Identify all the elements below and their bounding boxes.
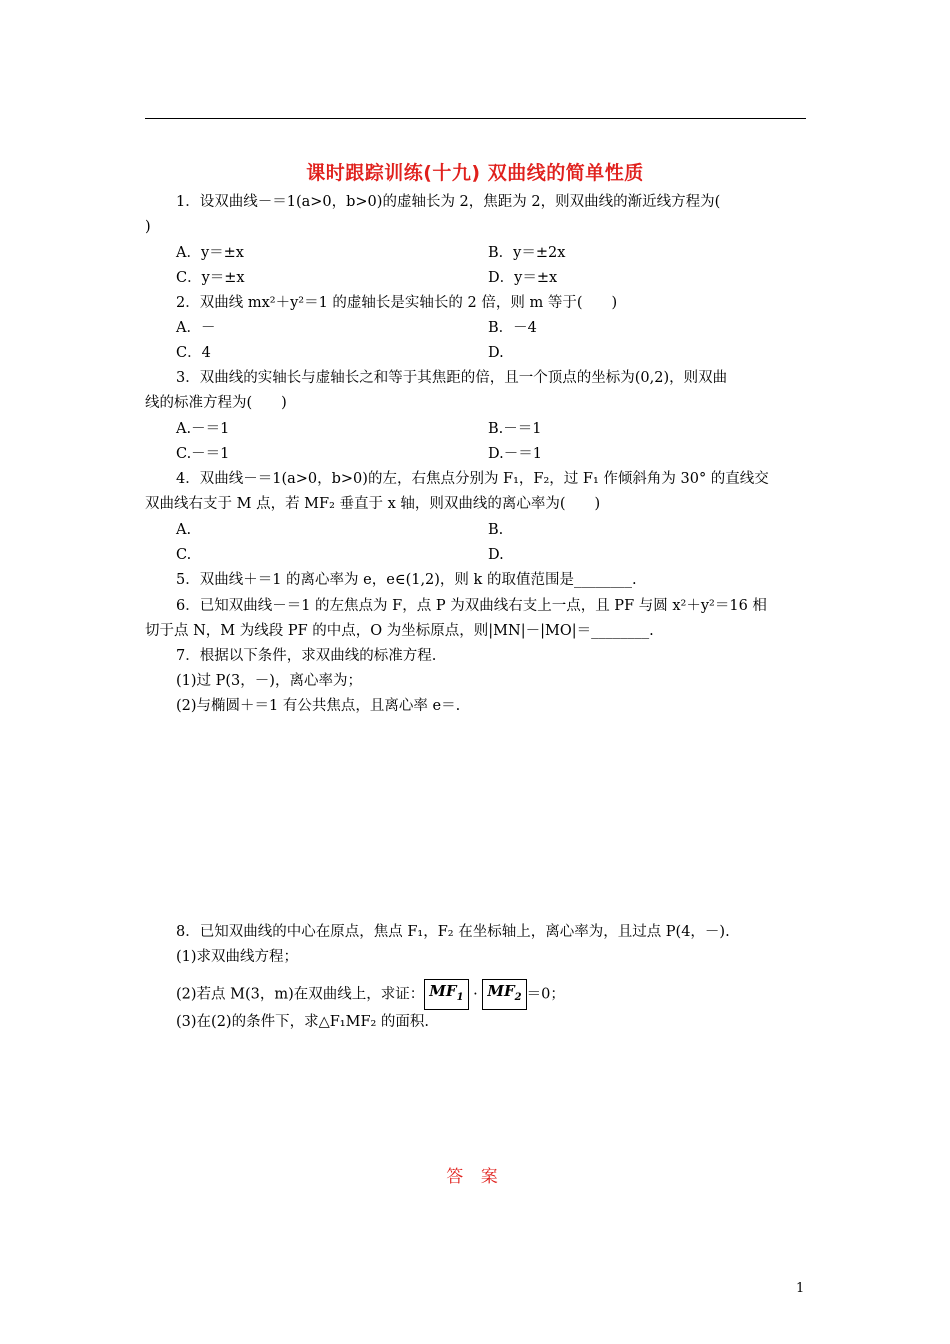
q2-option-d: D. xyxy=(488,345,504,361)
q6-stem-cont: 切于点 N，M 为线段 PF 的中点，O 为坐标原点，则|MN|－|MO|＝________. xyxy=(145,623,654,639)
header-rule xyxy=(145,118,806,119)
q8-part2 xyxy=(176,979,565,1010)
q8-part1: (1)求双曲线方程； xyxy=(176,949,299,965)
q1-option-a: A．y＝±x xyxy=(176,245,244,261)
vector-mf2-box xyxy=(482,979,526,1010)
q2-option-b: B．－4 xyxy=(488,320,537,336)
vector-mf2-label: MF xyxy=(487,982,515,1000)
page-number: 1 xyxy=(796,1281,805,1296)
q7-stem: 7．根据以下条件，求双曲线的标准方程. xyxy=(176,648,437,664)
q3-option-b: B.－＝1 xyxy=(488,421,542,437)
q1-option-b: B．y＝±2x xyxy=(488,245,566,261)
q8-part3: (3)在(2)的条件下，求△F₁MF₂ 的面积. xyxy=(176,1014,430,1030)
q4-stem-cont: 双曲线右支于 M 点，若 MF₂ 垂直于 x 轴，则双曲线的离心率为( ) xyxy=(145,496,601,512)
q1-stem-cont: ) xyxy=(145,219,151,235)
vector-mf1-label: MF xyxy=(429,982,457,1000)
q6-stem: 6．已知双曲线－＝1 的左焦点为 F，点 P 为双曲线右支上一点，且 PF 与圆 x²＋y²＝16 相 xyxy=(176,598,767,614)
q2-option-a: A．－ xyxy=(176,320,216,336)
q3-stem-cont: 线的标准方程为( ) xyxy=(145,395,287,411)
vector-mf1-subscript: 1 xyxy=(456,992,464,1003)
q1-stem: 1．设双曲线－＝1(a>0，b>0)的虚轴长为 2，焦距为 2，则双曲线的渐近线方程为( xyxy=(176,194,721,210)
q1-option-c: C．y＝±x xyxy=(176,270,245,286)
q8-part2-suffix: ＝0； xyxy=(526,986,565,1003)
q1-option-d: D．y＝±x xyxy=(488,270,558,286)
q7-part1: (1)过 P(3，－)，离心率为； xyxy=(176,673,362,689)
q4-stem: 4．双曲线－＝1(a>0，b>0)的左，右焦点分别为 F₁，F₂，过 F₁ 作倾斜角为 30° 的直线交 xyxy=(176,471,769,487)
page-title: 课时跟踪训练(十九) 双曲线的简单性质 xyxy=(306,162,644,184)
q3-option-d: D.－＝1 xyxy=(488,446,542,462)
q3-option-a: A.－＝1 xyxy=(176,421,230,437)
q5-stem: 5．双曲线＋＝1 的离心率为 e，e∈(1,2)，则 k 的取值范围是________. xyxy=(176,572,637,588)
q4-option-d: D. xyxy=(488,547,504,563)
q4-option-b: B. xyxy=(488,522,504,538)
vector-mf2-subscript: 2 xyxy=(514,992,522,1003)
dot-product-symbol: · xyxy=(473,986,478,1003)
answer-heading: 答 案 xyxy=(446,1167,504,1187)
q4-option-c: C. xyxy=(176,547,192,563)
q7-part2: (2)与椭圆＋＝1 有公共焦点，且离心率 e＝. xyxy=(176,698,461,714)
q8-stem: 8．已知双曲线的中心在原点，焦点 F₁，F₂ 在坐标轴上，离心率为，且过点 P(4，－). xyxy=(176,924,730,940)
q3-option-c: C.－＝1 xyxy=(176,446,230,462)
q2-option-c: C．4 xyxy=(176,345,211,361)
vector-mf1-box xyxy=(424,979,468,1010)
q4-option-a: A. xyxy=(176,522,192,538)
q8-part2-prefix: (2)若点 M(3，m)在双曲线上，求证： xyxy=(176,986,425,1003)
q3-stem: 3．双曲线的实轴长与虚轴长之和等于其焦距的倍，且一个顶点的坐标为(0,2)，则双曲 xyxy=(176,370,728,386)
q2-stem: 2．双曲线 mx²＋y²＝1 的虚轴长是实轴长的 2 倍，则 m 等于( ) xyxy=(176,295,618,311)
